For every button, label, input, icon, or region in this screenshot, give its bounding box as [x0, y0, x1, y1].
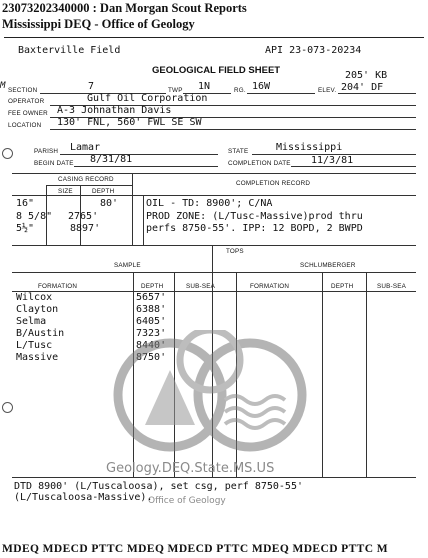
casing-size: 8 5/8"	[16, 211, 53, 222]
casing-depth: 2765'	[68, 211, 99, 222]
parish-value: Lamar	[70, 142, 101, 153]
top-formation: Massive	[16, 352, 59, 363]
completion-line: OIL - TD: 8900'; C/NA	[146, 198, 273, 209]
casing-size: 5½"	[16, 223, 35, 234]
punch-hole	[2, 148, 13, 159]
location-value: 130' FNL, 560' FWL SE SW	[57, 117, 202, 128]
tops-label: TOPS	[226, 248, 244, 255]
api-number: API 23-073-20234	[265, 45, 362, 56]
elev-label: ELEV.	[318, 87, 337, 94]
top-formation: Wilcox	[16, 292, 53, 303]
margin-mark: M	[0, 81, 6, 91]
completion-date-value: 11/3/81	[311, 155, 354, 166]
footer-agencies: MDEQ MDECD PTTC MDEQ MDECD PTTC MDEQ MDECD PTTC M	[2, 543, 388, 555]
watermark-site: Geology.DEQ.State.MS.US	[106, 461, 275, 476]
field-name: Baxterville Field	[18, 45, 121, 56]
casing-depth-label: DEPTH	[92, 188, 115, 195]
schlumberger-formation-header: FORMATION	[250, 283, 290, 290]
remarks-line: DTD 8900' (L/Tuscaloosa), set csg, perf 8750-55'	[14, 481, 303, 492]
sample-subsea-header: SUB-SEA	[186, 283, 216, 290]
top-depth: 8750'	[136, 352, 167, 363]
top-depth: 5657'	[136, 292, 167, 303]
top-depth: 8440'	[136, 340, 167, 351]
completion-line: PROD ZONE: (L/Tusc-Massive)prod thru	[146, 211, 363, 222]
casing-size-label: SIZE	[58, 188, 73, 195]
location-label: LOCATION	[8, 122, 42, 129]
completion-record-label: COMPLETION RECORD	[236, 180, 311, 187]
fee-owner-label: FEE OWNER	[8, 110, 48, 117]
sample-label: SAMPLE	[114, 262, 141, 269]
top-formation: B/Austin	[16, 328, 65, 339]
section-label: SECTION	[8, 87, 38, 94]
sheet-title: GEOLOGICAL FIELD SHEET	[152, 65, 281, 76]
rg-value: 16W	[252, 81, 271, 92]
kb-elevation: 205' KB	[345, 70, 388, 81]
top-formation: L/Tusc	[16, 340, 53, 351]
fee-owner-value: A-3 Johnathan Davis	[57, 105, 172, 116]
elev-value: 204' DF	[341, 82, 384, 93]
state-value: Mississippi	[276, 142, 343, 153]
completion-date-label: COMPLETION DATE	[228, 160, 291, 167]
begin-date-label: BEGIN DATE	[34, 160, 74, 167]
begin-date-value: 8/31/81	[90, 154, 133, 165]
document-id-title: 23073202340000 : Dan Morgan Scout Reports	[2, 1, 247, 15]
top-depth: 6405'	[136, 316, 167, 327]
top-depth: 7323'	[136, 328, 167, 339]
twp-label: TWP	[168, 87, 183, 94]
state-label: STATE	[228, 148, 249, 155]
casing-depth: 8897'	[70, 223, 101, 234]
rg-label: RG.	[234, 87, 246, 94]
completion-line: perfs 8750-55'. IPP: 12 BOPD, 2 BWPD	[146, 223, 363, 234]
parish-label: PARISH	[34, 148, 59, 155]
casing-depth: 80'	[100, 198, 119, 209]
punch-hole	[2, 402, 13, 413]
sample-depth-header: DEPTH	[141, 283, 164, 290]
schlumberger-depth-header: DEPTH	[331, 283, 354, 290]
remarks-line: (L/Tuscaloosa-Massive).	[14, 492, 153, 503]
twp-value: 1N	[198, 81, 211, 92]
sample-formation-header: FORMATION	[38, 283, 78, 290]
operator-label: OPERATOR	[8, 98, 45, 105]
schlumberger-label: SCHLUMBERGER	[300, 262, 356, 269]
mdeq-seal-watermark	[100, 330, 320, 460]
top-formation: Selma	[16, 316, 47, 327]
operator-value: Gulf Oil Corporation	[87, 93, 208, 104]
document-source-title: Mississippi DEQ - Office of Geology	[2, 17, 195, 31]
top-depth: 6388'	[136, 304, 167, 315]
casing-record-label: CASING RECORD	[58, 176, 114, 183]
top-formation: Clayton	[16, 304, 59, 315]
casing-size: 16"	[16, 198, 35, 209]
schlumberger-subsea-header: SUB-SEA	[377, 283, 407, 290]
watermark-office: Office of Geology	[148, 496, 226, 506]
section-value: 7	[88, 81, 95, 92]
